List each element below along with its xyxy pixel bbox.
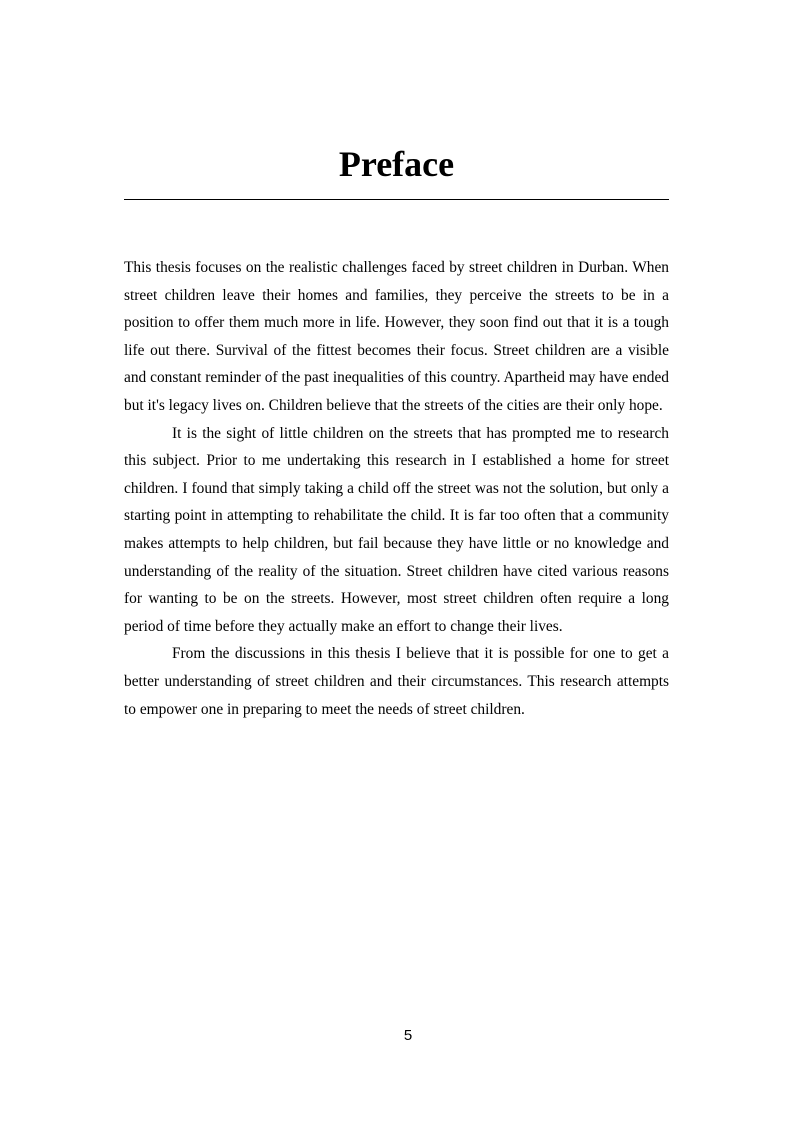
paragraph-1: This thesis focuses on the realistic challenges faced by street children in Durban. When street children leave their homes and families, they perceive the streets to be in a position to offer them much more in life. However, they soon find out that it is a tough life out there. Survival of the fittest becomes their focus. Street children are a visible and constant reminder of the past inequalities of this country. Apartheid may have ended but it's legacy lives on. Children believe that the streets of the cities are their only hope. — [124, 259, 669, 414]
paragraph-3: From the discussions in this thesis I believe that it is possible for one to get a better understanding of street children and their circumstances. This research attempts to empower one in preparing to meet the needs of street children. — [124, 645, 669, 718]
page-title: Preface — [338, 144, 455, 184]
preface-body — [124, 254, 669, 723]
paragraph-2: It is the sight of little children on the streets that has prompted me to research this subject. Prior to me undertaking this research in I established a home for street children. I found that simply taking a child off the street was not the solution, but only a starting point in attempting to rehabilitate the child. It is far too often that a community makes attempts to help children, but fail because they have little or no knowledge and understanding of the reality of the situation. Street children have cited various reasons for wanting to be on the streets. However, most street children often require a long period of time before they actually make an effort to change their lives. — [124, 424, 669, 635]
title-divider — [124, 199, 669, 200]
page-number: 5 — [403, 1027, 413, 1044]
